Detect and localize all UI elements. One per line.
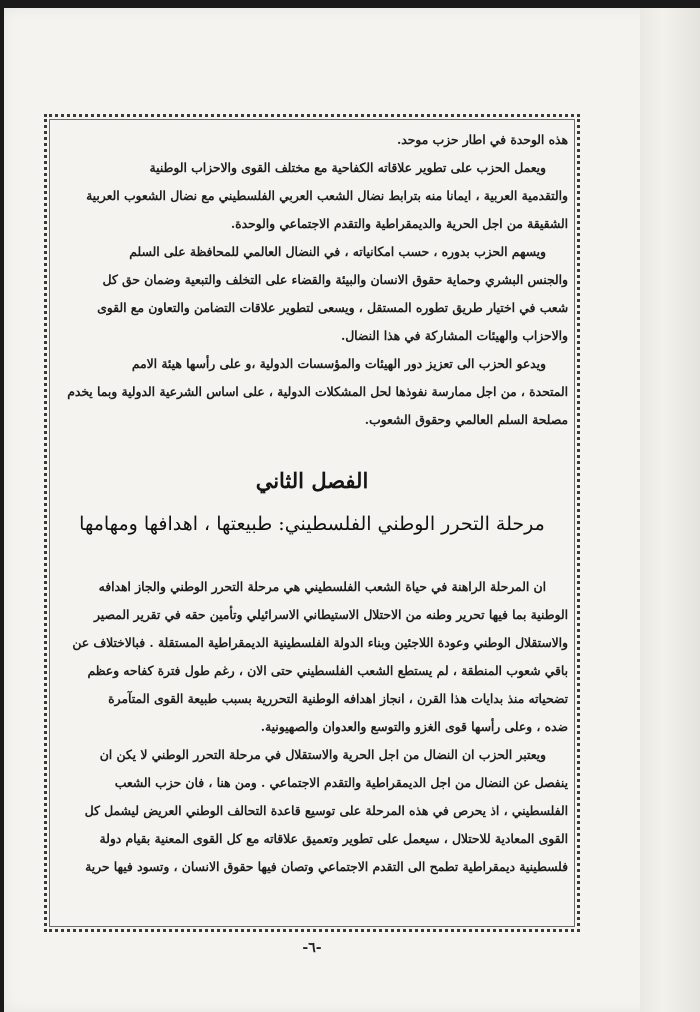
text-line: تضحياته منذ بدايات هذا القرن ، انجاز اهدافه الوطنية التحررية بسبب طبيعة القوى المتآمرة — [108, 691, 568, 706]
text-line: والاستقلال الوطني وعودة اللاجئين وبناء الدولة الفلسطينية الديمقراطية المستقلة . فبالاختلاف عن — [72, 635, 568, 650]
text-line: الفلسطيني ، اذ يحرص في هذه المرحلة على توسيع قاعدة التحالف الوطني العريض ليشمل كل — [84, 803, 568, 818]
text-line: والاحزاب والهيئات المشاركة في هذا النضال. — [340, 328, 568, 343]
text-line: الوطنية بما فيها تحرير وطنه من الاحتلال الاستيطاني الاسرائيلي وتأمين حقه في تقرير المصير — [93, 607, 568, 622]
text-line: باقي شعوب المنطقة ، لم يستطع الشعب الفلسطيني حتى الان ، رغم طول فترة كفاحه وعظم — [87, 663, 568, 678]
chapter-title: الفصل الثاني — [255, 468, 369, 493]
text-line: ضده ، وعلى رأسها قوى الغزو والتوسع والعدوان والصهيونية. — [260, 719, 568, 734]
text-line: القوى المعادية للاحتلال ، سيعمل على تطوير وتعميق علاقاته مع كل القوى المعنية بقيام دولة — [99, 831, 568, 846]
text-line: ويسهم الحزب بدوره ، حسب امكانياته ، في النضال العالمي للمحافظة على السلم — [129, 244, 546, 259]
page-edge-shadow — [640, 8, 700, 1012]
text-line: ويدعو الحزب الى تعزيز دور الهيئات والمؤسسات الدولية ،و على رأسها هيئة الامم — [131, 356, 546, 371]
text-line: فلسطينية ديمقراطية تطمح الى التقدم الاجتماعي وتصان فيها حقوق الانسان ، وتسود فيها حرية — [85, 859, 568, 874]
section-one — [56, 126, 568, 434]
text-line: شعب في اختيار طريق تطوره المستقل ، ويسعى لتطوير علاقات التضامن والتعاون مع القوى — [97, 300, 568, 315]
page-number: -٦- — [302, 940, 322, 956]
text-line: والجنس البشري وحماية حقوق الانسان والبيئة والقضاء على التخلف والتبعية وضمان حق كل — [102, 272, 568, 287]
text-line: ان المرحلة الراهنة في حياة الشعب الفلسطيني هي مرحلة التحرر الوطني والجاز اهدافه — [98, 579, 546, 594]
chapter-subtitle: مرحلة التحرر الوطني الفلسطيني: طبيعتها ، اهدافها ومهامها — [79, 513, 545, 535]
text-line: المتحدة ، من اجل ممارسة نفوذها لحل المشكلات الدولية ، على اساس الشرعية الدولية وبما يخدم — [67, 384, 568, 399]
text-line: ويعتبر الحزب ان النضال من اجل الحرية والاستقلال في مرحلة التحرر الوطني لا يكن ان — [99, 747, 546, 762]
text-line: والتقدمية العربية ، ايمانا منه بترابط نضال الشعب العربي الفلسطيني مع نضال الشعوب العربية — [86, 188, 568, 203]
text-line: ينفصل عن النضال من اجل الديمقراطية والتقدم الاجتماعي . ومن هنا ، فان حزب الشعب — [114, 775, 568, 790]
text-line: الشقيقة من اجل الحرية والديمقراطية والتقدم الاجتماعي والوحدة. — [230, 216, 568, 231]
page-content — [56, 126, 568, 920]
text-line: هذه الوحدة في اطار حزب موحد. — [396, 132, 568, 147]
section-two — [56, 573, 568, 881]
text-line: مصلحة السلم العالمي وحقوق الشعوب. — [364, 412, 568, 427]
text-line: ويعمل الحزب على تطوير علاقاته الكفاحية مع مختلف القوى والاحزاب الوطنية — [149, 160, 546, 175]
